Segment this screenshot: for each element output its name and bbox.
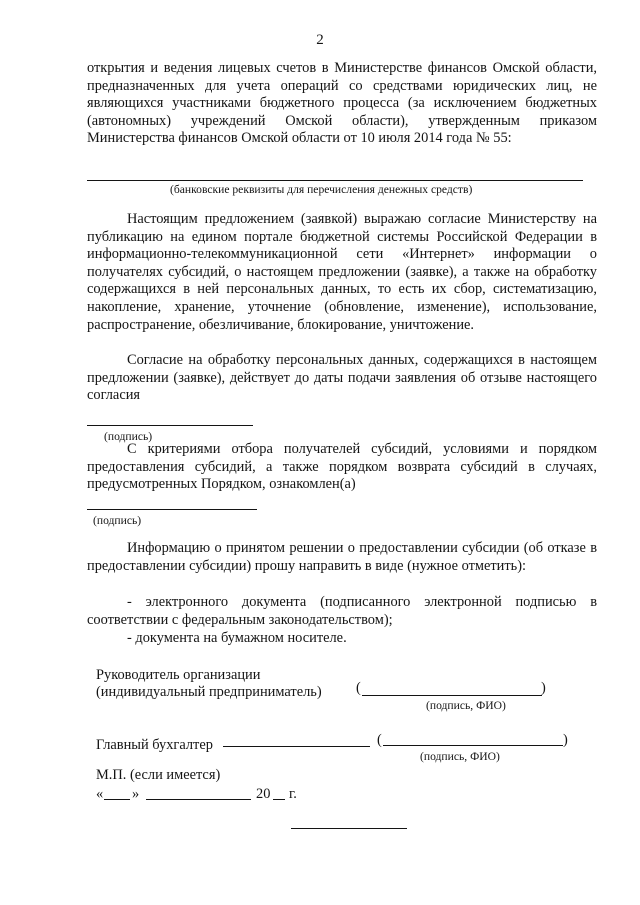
head-sign-line	[362, 695, 542, 696]
date-day-line	[104, 799, 130, 800]
page-number: 2	[316, 32, 324, 48]
date-year-line	[273, 799, 285, 800]
accountant-sign-caption: (подпись, ФИО)	[420, 750, 500, 763]
criteria-paragraph: С критериями отбора получателей субсидий, условиями и порядком предоставления субсидий, а также порядком возврата субсидий в случаях, предусмотренных Порядком, ознакомлен(а)	[87, 441, 597, 493]
date-year-suffix: г.	[289, 786, 297, 802]
accountant-name-line	[383, 745, 563, 746]
decision-paragraph: Информацию о принятом решении о предоставлении субсидии (об отказе в предоставлении субсидии) прошу направить в виде (нужное отметить):	[87, 540, 597, 574]
signature-caption-2: (подпись)	[93, 514, 142, 527]
date-open-quote: «	[96, 786, 104, 802]
seal-label: М.П. (если имеется)	[96, 767, 221, 783]
option-electronic: - электронного документа (подписанного электронной подписью в соответствии с федеральным законодательством);	[87, 594, 597, 628]
option-paper: - документа на бумажном носителе.	[127, 630, 347, 646]
head-sign-close: )	[541, 680, 546, 696]
accountant-sign-close: )	[563, 732, 568, 748]
date-close-quote: »	[132, 786, 140, 802]
signature-line-1	[87, 425, 253, 426]
signature-line-2	[87, 509, 257, 510]
head-label-2: (индивидуальный предприниматель)	[96, 684, 322, 700]
accountant-signature-line	[223, 746, 370, 747]
bank-details-line	[87, 180, 583, 181]
head-sign-open: (	[356, 680, 361, 696]
date-month-line	[146, 799, 251, 800]
consent-paragraph: Настоящим предложением (заявкой) выражаю согласие Министерству на публикацию на едином портале бюджетной системы Российской Федерации в информационно-телекоммуникационной сети «Интернет» информации о получателях субсидий, о настоящем предложении (заявке), а также на обработку содержащихся в ней персональных данных, то есть их сбор, систематизацию, накопление, хранение, уточнение (обновление, изменение), использование, распространение, обезличивание, блокирование, уничтожение.	[87, 211, 597, 333]
validity-paragraph: Согласие на обработку персональных данных, содержащихся в настоящем предложении (заявке), действует до даты подачи заявления об отзыве настоящего согласия	[87, 352, 597, 404]
bank-details-caption: (банковские реквизиты для перечисления денежных средств)	[170, 183, 473, 196]
signature-caption-1: (подпись)	[104, 430, 153, 443]
end-separator-line	[291, 828, 407, 829]
accountant-sign-open: (	[377, 732, 382, 748]
head-sign-caption: (подпись, ФИО)	[426, 699, 506, 712]
intro-paragraph: открытия и ведения лицевых счетов в Министерстве финансов Омской области, предназначенных для учета операций со средствами юридических лиц, не являющихся участниками бюджетного процесса (за исключением бюджетных (автономных) учреждений Омской области), утвержденным приказом Министерства финансов Омской области от 10 июля 2014 года № 55:	[87, 60, 597, 147]
head-label-1: Руководитель организации	[96, 667, 261, 683]
date-year: 20	[256, 786, 271, 802]
accountant-label: Главный бухгалтер	[96, 737, 213, 753]
